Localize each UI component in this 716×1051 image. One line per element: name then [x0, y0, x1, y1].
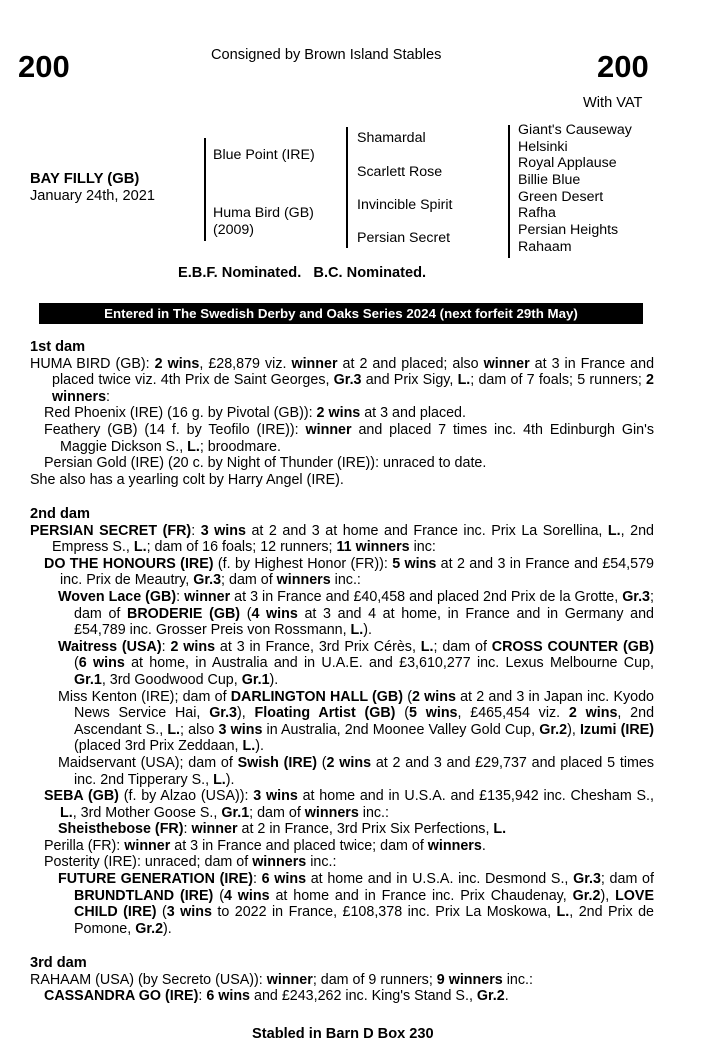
- second-dam-section: [30, 506, 654, 937]
- stabling-info: Stabled in Barn D Box 230: [252, 1026, 434, 1042]
- second-dam-entry: PERSIAN SECRET (FR): 3 wins at 2 and 3 at home and France inc. Prix La Sorellina, L., 2nd Empress S., L.; dam of 16 foals; 12 runners; 11 winners inc:: [30, 522, 654, 556]
- first-dam-heading: 1st dam: [30, 339, 86, 355]
- sire-sire: Shamardal: [357, 130, 426, 146]
- gen3-5: Green Desert: [518, 189, 604, 205]
- gen3-7: Persian Heights: [518, 222, 619, 238]
- progeny-entry: Miss Kenton (IRE); dam of DARLINGTON HALL (GB) (2 wins at 2 and 3 in Japan inc. Kyodo News Service Hai, Gr.3), Floating Artist (GB) (5 wins, £465,454 viz. 2 wins, 2nd Ascendant S., L.; also 3 wins in Australia, 2nd Moonee Valley Gold Cup, Gr.2), Izumi (IRE) (placed 3rd Prix Zeddaan, L.).: [58, 688, 655, 755]
- second-dam-heading: 2nd dam: [30, 506, 91, 522]
- gen3-3: Royal Applause: [518, 155, 617, 171]
- gen3-8: Rahaam: [518, 239, 572, 255]
- pedigree-bracket-3: [508, 125, 510, 258]
- dam-sire: Invincible Spirit: [357, 197, 453, 213]
- progeny-entry: FUTURE GENERATION (IRE): 6 wins at home and in U.S.A. inc. Desmond S., Gr.3; dam of BRUNDTLAND (IRE) (4 wins at home and in France inc. Prix Chaudenay, Gr.2), LOVE CHILD (IRE) (3 wins to 2022 in France, £108,378 inc. Prix La Moskowa, L., 2nd Prix de Pomone, Gr.2).: [58, 871, 655, 937]
- progeny-entry: DO THE HONOURS (IRE) (f. by Highest Honor (FR)): 5 wins at 2 and 3 in France and £54,579 inc. Prix de Meautry, Gr.3; dam of winners inc.:: [44, 555, 654, 589]
- dam-year: (2009): [213, 222, 255, 238]
- gen3-4: Billie Blue: [518, 172, 581, 188]
- foaling-date: January 24th, 2021: [30, 188, 155, 204]
- progeny-entry: Maidservant (USA); dam of Swish (IRE) (2 wins at 2 and 3 and £29,737 and placed 5 times inc. 2nd Tipperary S., L.).: [58, 754, 655, 788]
- first-dam-entry: HUMA BIRD (GB): 2 wins, £28,879 viz. winner at 2 and placed; also winner at 3 in France and placed twice viz. 4th Prix de Saint Georges, Gr.3 and Prix Sigy, L.; dam of 7 foals; 5 runners; 2 winners:: [30, 355, 655, 405]
- progeny-entry: Woven Lace (GB): winner at 3 in France and £40,458 and placed 2nd Prix de la Grotte, Gr.3; dam of BRODERIE (GB) (4 wins at 3 and 4 at home, in France and in Germany and £54,789 inc. Grosser Preis von Rossmann, L.).: [58, 588, 655, 639]
- third-dam-entry: RAHAAM (USA) (by Secreto (USA)): winner; dam of 9 runners; 9 winners inc.:: [30, 971, 533, 988]
- progeny-entry: Feathery (GB) (14 f. by Teofilo (IRE)): winner and placed 7 times inc. 4th Edinburgh Gin's Maggie Dickson S., L.; broodmare.: [44, 421, 654, 455]
- third-dam-heading: 3rd dam: [30, 955, 87, 971]
- gen3-1: Giant's Causeway: [518, 122, 632, 138]
- gen3-2: Helsinki: [518, 139, 568, 155]
- progeny-entry: Perilla (FR): winner at 3 in France and placed twice; dam of winners.: [44, 837, 486, 854]
- pedigree-bracket-2: [346, 127, 348, 248]
- lot-number-right: 200: [597, 49, 649, 84]
- dam: Huma Bird (GB): [213, 205, 314, 221]
- third-dam-section: [30, 955, 654, 1005]
- sire: Blue Point (IRE): [213, 147, 315, 163]
- yearling-note: She also has a yearling colt by Harry Angel (IRE).: [30, 471, 344, 488]
- progeny-entry: Waitress (USA): 2 wins at 3 in France, 3rd Prix Cérès, L.; dam of CROSS COUNTER (GB) (6 wins at home, in Australia and in U.A.E. and £3,610,277 inc. Lexus Melbourne Cup, Gr.1, 3rd Goodwood Cup, Gr.1).: [58, 638, 654, 688]
- progeny-entry: Posterity (IRE): unraced; dam of winners inc.:: [44, 854, 337, 871]
- progeny-entry: CASSANDRA GO (IRE): 6 wins and £243,262 inc. King's Stand S., Gr.2.: [44, 988, 509, 1005]
- pedigree-bracket-1: [204, 138, 206, 241]
- first-dam-section: [30, 339, 654, 488]
- series-entry-banner: Entered in The Swedish Derby and Oaks Series 2024 (next forfeit 29th May): [39, 303, 643, 324]
- progeny-entry: SEBA (GB) (f. by Alzao (USA)): 3 wins at home and in U.S.A. and £135,942 inc. Chesham S., L., 3rd Mother Goose S., Gr.1; dam of winners inc.:: [44, 788, 655, 821]
- nominations: E.B.F. Nominated. B.C. Nominated.: [178, 265, 427, 281]
- horse-name: BAY FILLY (GB): [30, 171, 140, 187]
- vat-note: With VAT: [583, 95, 643, 111]
- gen3-6: Rafha: [518, 205, 556, 221]
- dam-dam: Persian Secret: [357, 230, 451, 246]
- progeny-entry: Sheisthebose (FR): winner at 2 in France, 3rd Prix Six Perfections, L.: [58, 821, 507, 838]
- progeny-entry: Persian Gold (IRE) (20 c. by Night of Thunder (IRE)): unraced to date.: [44, 455, 487, 472]
- sire-dam: Scarlett Rose: [357, 164, 443, 180]
- consignor: Consigned by Brown Island Stables: [211, 47, 442, 63]
- progeny-entry: Red Phoenix (IRE) (16 g. by Pivotal (GB)): 2 wins at 3 and placed.: [44, 405, 466, 422]
- lot-number-left: 200: [18, 49, 70, 84]
